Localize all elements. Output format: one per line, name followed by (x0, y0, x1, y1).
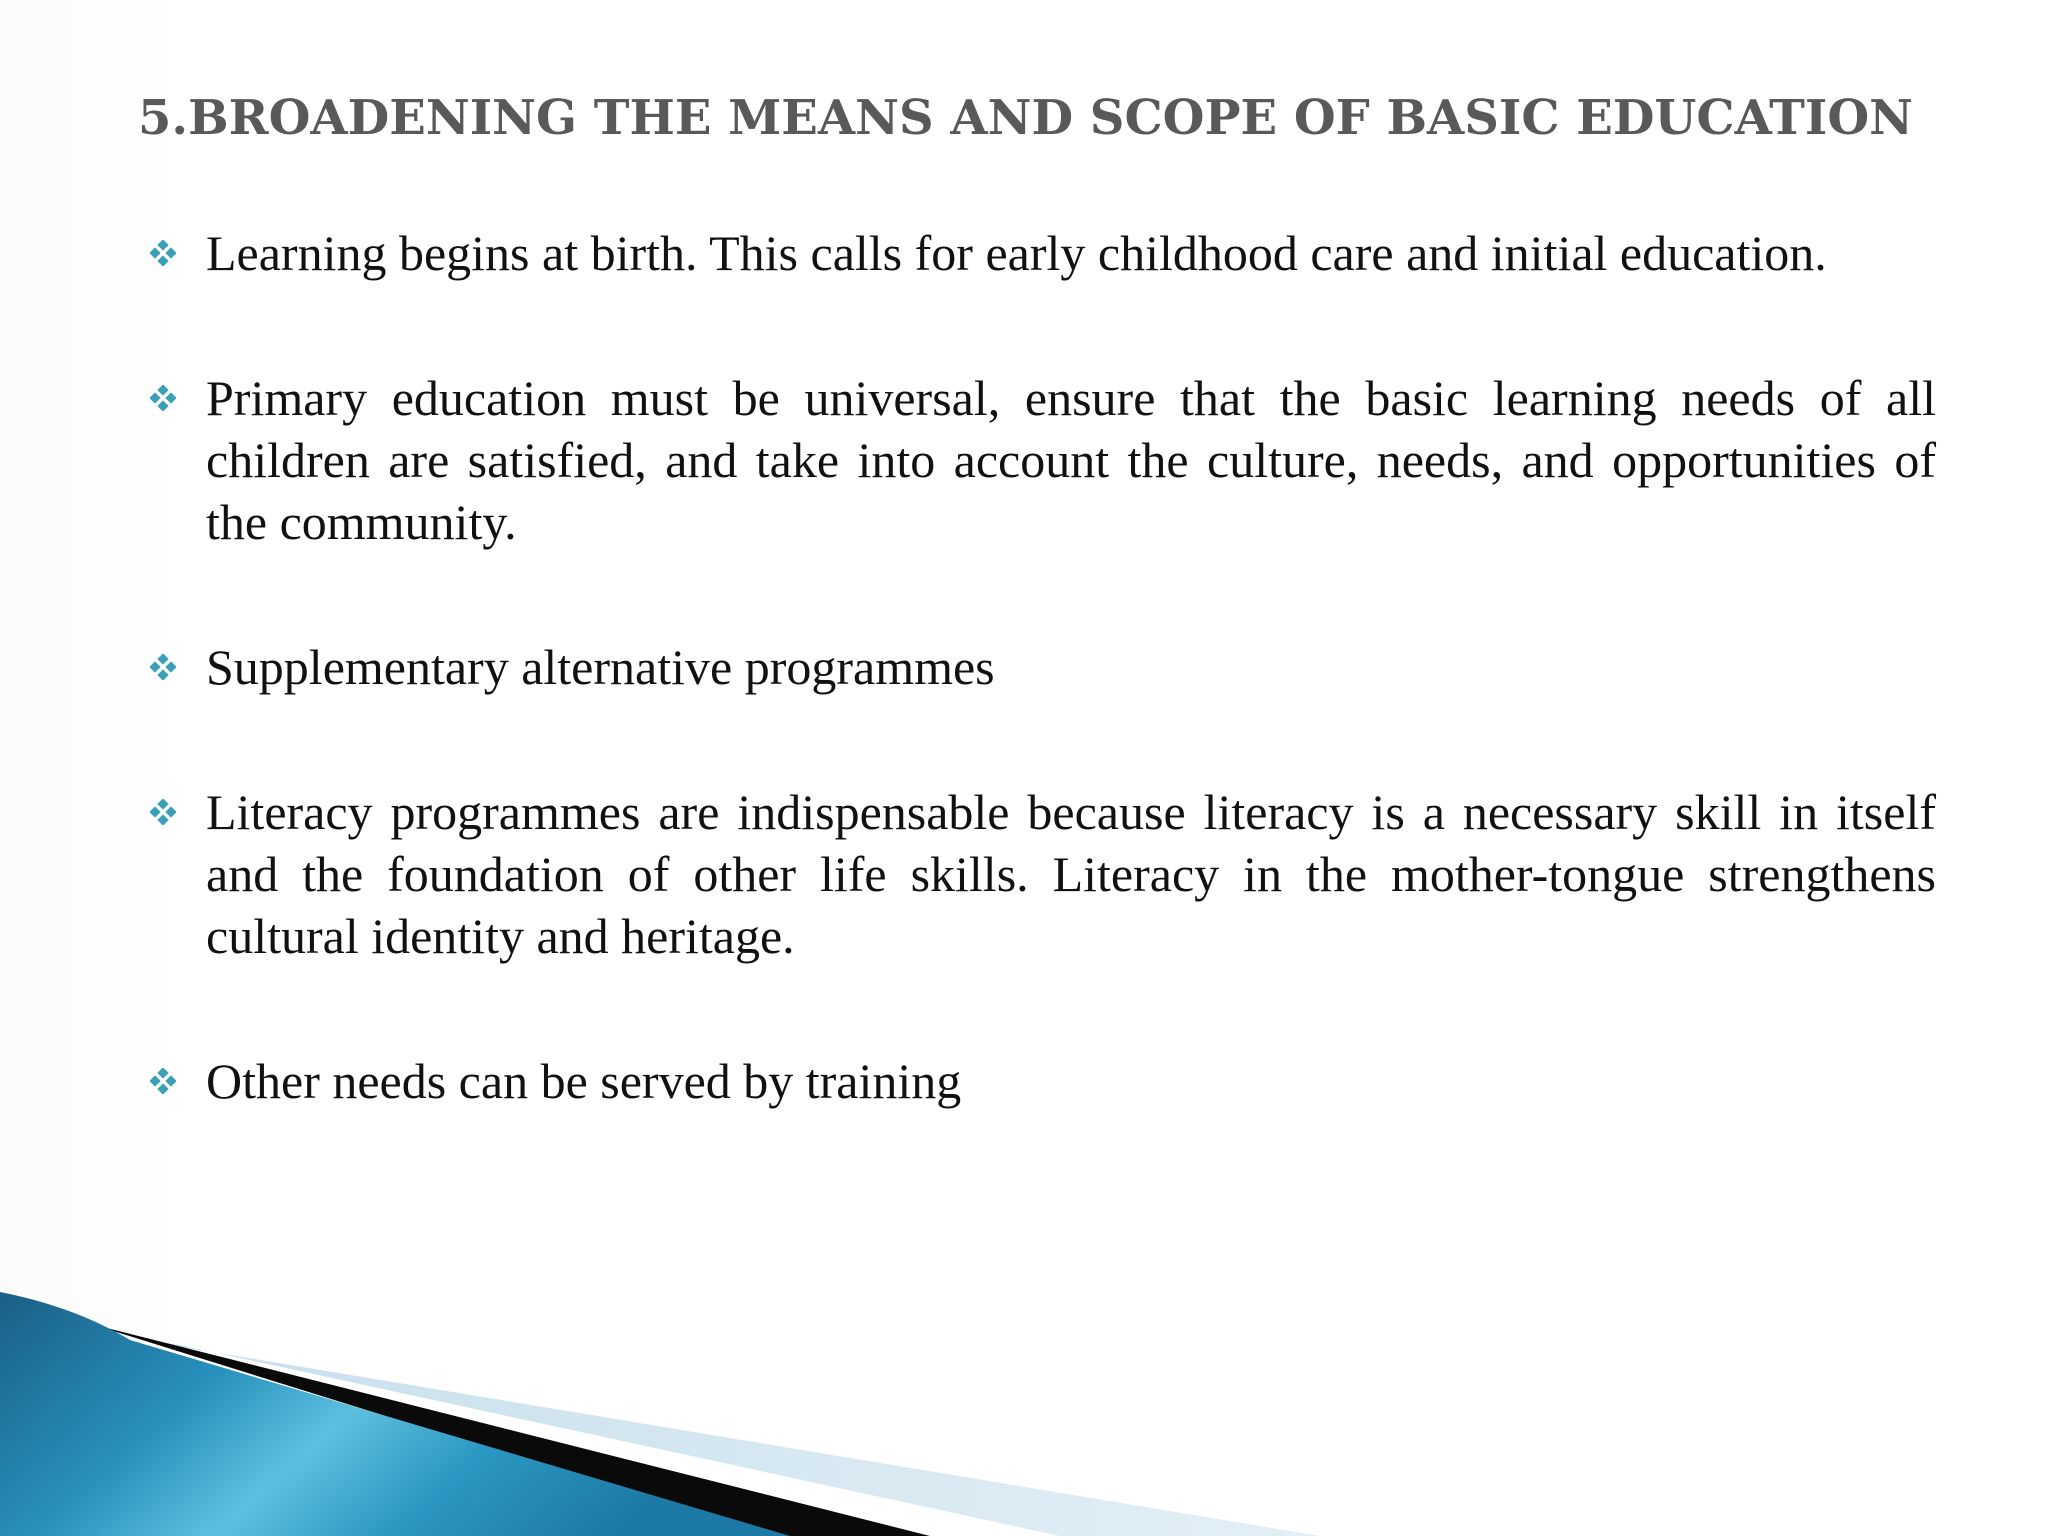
diamond-dots-icon (150, 1050, 206, 1112)
slide-title: 5.BROADENING THE MEANS AND SCOPE OF BASIC EDUCATION (138, 90, 1914, 146)
bullet-text: Other needs can be served by training (206, 1053, 962, 1109)
diamond-dots-icon (150, 367, 206, 429)
diamond-dots-icon (150, 222, 206, 284)
diamond-dots-icon (150, 636, 206, 698)
bullet-text: Literacy programmes are indispensable because literacy is a necessary skill in itself and the foundation of other life skills. Literacy in the mother-tongue strengthens cultural identity and heritage. (206, 784, 1936, 964)
bullet-item (150, 222, 1936, 284)
bullet-text: Primary education must be universal, ensure that the basic learning needs of all children are satisfied, and take into account the culture, needs, and opportunities of the community. (206, 370, 1936, 550)
bullet-item (150, 1050, 1936, 1112)
blue-wedge-shape (0, 1292, 790, 1536)
bullet-item (150, 636, 1936, 698)
light-band-shape (140, 1340, 1320, 1536)
bullet-item (150, 781, 1936, 967)
black-band-shape (95, 1325, 930, 1536)
bullet-text: Supplementary alternative programmes (206, 639, 995, 695)
diamond-dots-icon (150, 781, 206, 843)
bullet-item (150, 367, 1936, 553)
bullet-text: Learning begins at birth. This calls for early childhood care and initial education. (206, 225, 1827, 281)
